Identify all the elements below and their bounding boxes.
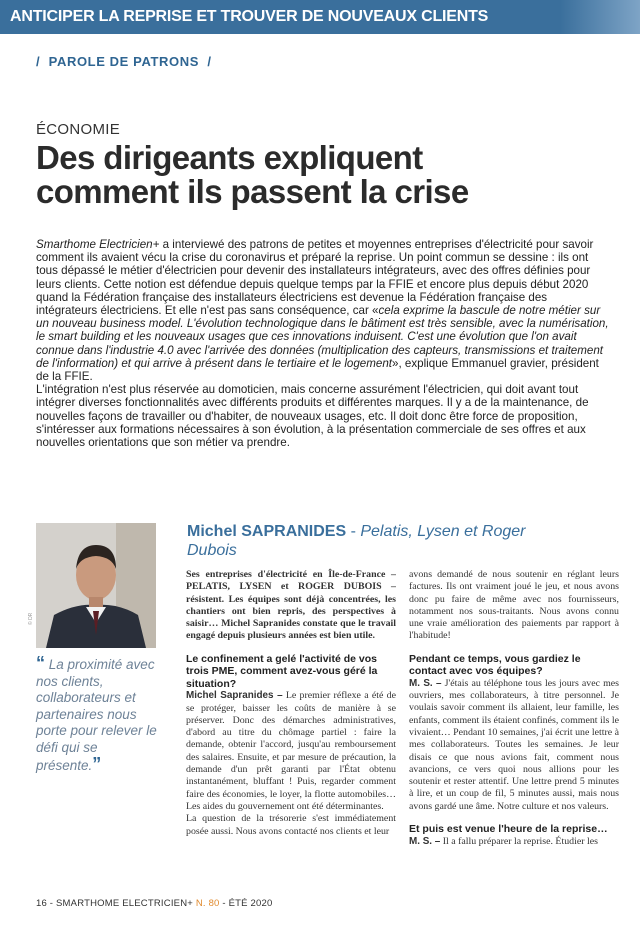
page-footer xyxy=(36,898,272,909)
answer-3-speaker: M. S. – xyxy=(409,835,441,847)
answer-2 xyxy=(409,678,619,813)
banner-gradient xyxy=(560,0,640,34)
question-3: Et puis est venue l'heure de la reprise… xyxy=(409,823,608,836)
answer-1-speaker: Michel Sapranides – xyxy=(186,690,283,702)
intro-paragraph-1 xyxy=(36,238,610,383)
interviewee-heading xyxy=(187,522,547,560)
intro-text-1: a interviewé des patrons de petites et moyennes entreprises d'électricité pour savoir comment ils avaient vécu la crise du coronavirus et préparé la reprise. Un point commun se dessine : ils ont tous dépassé le métier d'électricien pour devenir des installateurs intégrateurs, avec des offres définies pour leurs clients. Cette notion est défendue depuis quelque temps par la FFIE et encore plus depuis début 2020 quand la Fédération française des installateurs électriciens est devenue la Fédération française des intégrateurs électriciens. Et elle n'est pas sans conséquence, car « xyxy=(36,238,594,318)
intro-text-1-end: », explique Emmanuel gravier, président de la FFIE. xyxy=(36,356,599,384)
article-kicker: ÉCONOMIE xyxy=(36,121,121,138)
interview-lead: Ses entreprises d'électricité en Île-de-France – PELATIS, LYSEN et ROGER DUBOIS – résistent. Les équipes sont déjà concentrées, les chantiers ont bien repris, des perspectives à saisir… Michel Sapranides constate que le travail engagé depuis plusieurs années est bien utile. xyxy=(186,569,396,642)
portrait-photo xyxy=(36,523,156,648)
question-2: Pendant ce temps, vous gardiez le contact avec vos équipes? xyxy=(409,652,581,678)
banner-title: ANTICIPER LA REPRISE ET TROUVER DE NOUVEAUX CLIENTS xyxy=(10,8,489,25)
column-2-start: avons demandé de nous soutenir en réglant leurs factures. Ils ont vraiment joué le jeu, et nous avons donc pu faire de même avec nos fournisseurs, notamment nos sous-traitants. Nous avons connu une vraie amélioration des paiements par rapport à l'habitude! xyxy=(409,569,619,642)
photo-credit: © DR xyxy=(28,612,34,625)
article-intro xyxy=(36,238,610,449)
interview-column-2 xyxy=(409,569,619,848)
section-tag: / PAROLE DE PATRONS / xyxy=(36,54,212,69)
question-1: Le confinement a gelé l'activité de vos trois PME, comment avez-vous géré la situation? xyxy=(186,652,378,690)
issue-season: - ÉTÉ 2020 xyxy=(219,898,273,909)
interviewee-name: Michel SAPRANIDES xyxy=(187,523,347,540)
quote-open-icon: “ xyxy=(36,653,45,673)
interview-column-1 xyxy=(186,569,396,838)
quote-close-icon: ” xyxy=(92,754,102,774)
article-headline xyxy=(36,141,556,209)
top-banner xyxy=(0,0,640,34)
page-number: 16 xyxy=(36,898,47,909)
answer-1b: La question de la trésorerie s'est immédiatement posée aussi. Nous avons contacté nos clients et leur xyxy=(186,813,396,837)
answer-3 xyxy=(409,836,619,848)
intro-quote: cela exprime la bascule de notre métier sur un nouveau business model. L'évolution technologique dans le bâtiment est très sensible, avec la numérisation, le smart building et les nouveaux usages que ces innovations induisent. C'est une évolution que l'on avait connue dans l'industrie 4.0 avec l'arrivée des données (multiplication des capteurs, transmissions et traitement de l'information) et qui arrive à présent dans le tertiaire et le logement xyxy=(36,304,609,370)
answer-3-text: Il a fallu préparer la reprise. Étudier les xyxy=(440,835,598,847)
headline-text: Des dirigeants expliquent comment ils passent la crise xyxy=(36,139,469,210)
interviewee-sep: - xyxy=(346,523,361,540)
answer-2-speaker: M. S. – xyxy=(409,677,442,689)
issue-number: N. 80 xyxy=(193,898,220,909)
intro-brand: Smarthome Electricien+ xyxy=(36,238,160,251)
footer-sep: - xyxy=(46,898,57,909)
pull-quote-text: La proximité avec nos clients, collaborateurs et partenaires nous porte pour relever le défi qui se présente. xyxy=(36,657,157,773)
answer-2-text: J'étais au téléphone tous les jours avec mes ouvriers, mes collaborateurs, à titre personnel. Je voulais savoir comment ils allaient, leur famille, les enfants, comment ils étaient confinés, comment ils le vivaient… Pendant 10 semaines, j'ai écrit une lettre à mes collaborateurs. Toutes les semaines. Je leur disais ce que nous avions fait, comment nous avancions, ce vers quoi nous allions pour les soutenir et rester attentif. Une lettre prend 5 minutes à lire, et un coup de fil, 5 minutes aussi, mais nous avons gardé une âme. Notre culture et nos valeurs. xyxy=(409,677,619,812)
section-tag-label: PAROLE DE PATRONS xyxy=(48,54,199,69)
pull-quote xyxy=(36,655,160,775)
answer-1-text: Le premier réflexe a été de se protéger, baisser les coûts de manière à se préserver. Donc des démarches administratives, d'abord au titre du chômage partiel : faire la demande, obtenir l'accord, jusqu'au remboursement des salaires. Ensuite, et par mesure de précaution, la demande d'un prêt garanti par l'État obtenu instantanément, bluffant ! Puis, regarder comment faire des économies, le loyer, la flotte automobiles… Les aides du gouvernement ont été déterminantes. xyxy=(186,690,396,812)
portrait-illustration xyxy=(36,523,156,648)
intro-paragraph-2: L'intégration n'est plus réservée au domoticien, mais concerne assurément l'électricien, qui doit avant tout intégrer diverses fonctionnalités avec différents produits et différentes marques. Il y a de la maintenance, de nouvelles façons de travailler ou d'habiter, de nouveaux usages, etc. Il doit donc être force de proposition, s'intéresser aux formations nécessaires à son évolution, à la présentation commerciale de ses offres et aux nouvelles orientations que son métier va prendre. xyxy=(36,383,589,450)
interviewee-companies: Pelatis, Lysen et Roger Dubois xyxy=(187,523,526,559)
magazine-name: SMARTHOME ELECTRICIEN+ xyxy=(56,898,193,909)
answer-1 xyxy=(186,690,396,813)
